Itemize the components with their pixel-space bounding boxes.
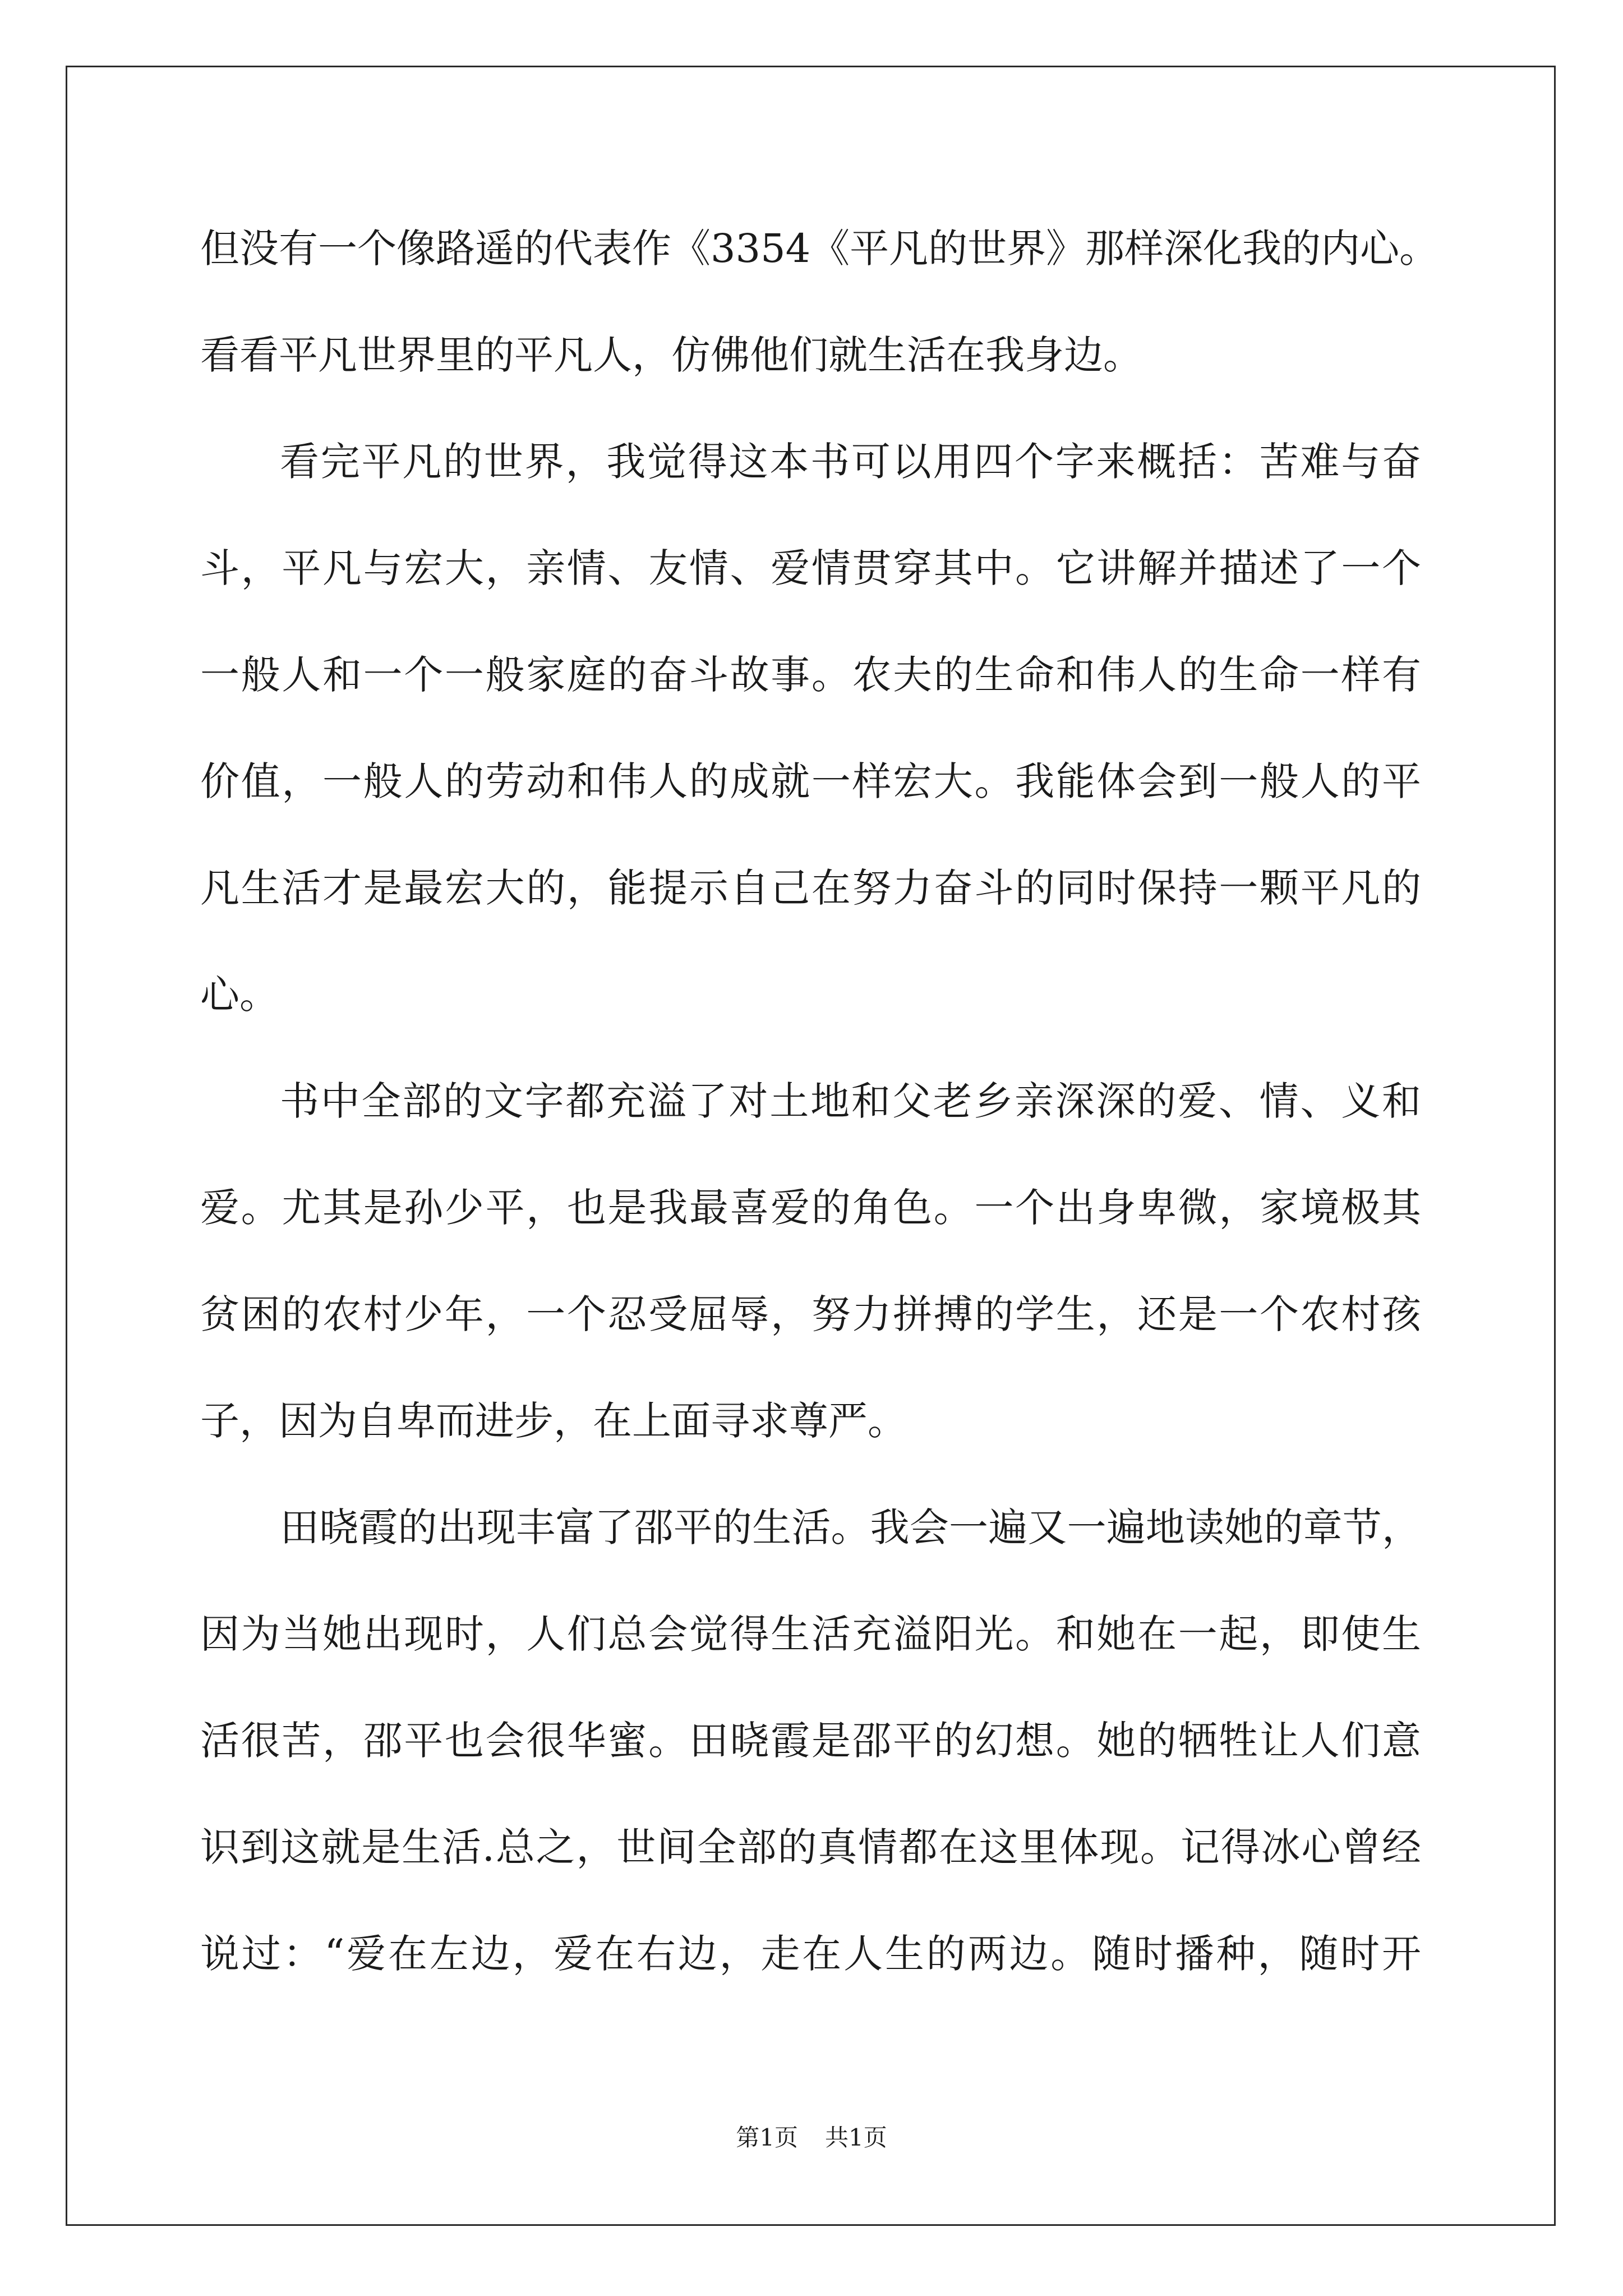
page-total: 共1页 [825, 2124, 887, 2151]
text-line: 说过：“爱在左边，爱在右边，走在人生的两边。随时播种，随时开 [200, 1931, 1421, 1977]
text-line: 价值，一般人的劳动和伟人的成就一样宏大。我能体会到一般人的平 [200, 758, 1421, 804]
document-body [200, 195, 1439, 2007]
text-line: 爱。尤其是孙少平，也是我最喜爱的角色。一个出身卑微，家境极其 [200, 1185, 1421, 1231]
text-line: 斗，平凡与宏大，亲情、友情、爱情贯穿其中。它讲解并描述了一个 [200, 545, 1421, 591]
text-line: 书中全部的文字都充溢了对土地和父老乡亲深深的爱、情、义和 [280, 1078, 1421, 1124]
text-line: 贫困的农村少年，一个忍受屈辱，努力拼搏的学生，还是一个农村孩 [200, 1291, 1421, 1337]
text-line: 看看平凡世界里的平凡人，仿佛他们就生活在我身边。 [200, 332, 1142, 378]
page-footer [587, 2121, 1036, 2155]
page-number: 第1页 [736, 2124, 798, 2151]
text-line: 因为当她出现时，人们总会觉得生活充溢阳光。和她在一起，即使生 [200, 1611, 1421, 1657]
text-line: 但没有一个像路遥的代表作《3354《平凡的世界》那样深化我的内心。 [200, 226, 1439, 272]
text-line: 识到这就是生活.总之，世间全部的真情都在这里体现。记得冰心曾经 [200, 1824, 1421, 1870]
text-line: 凡生活才是最宏大的，能提示自己在努力奋斗的同时保持一颗平凡的 [200, 865, 1421, 911]
text-line: 看完平凡的世界，我觉得这本书可以用四个字来概括：苦难与奋 [280, 439, 1421, 485]
paragraph [200, 408, 1421, 1048]
text-line: 心。 [200, 972, 279, 1018]
text-line: 子，因为自卑而进步，在上面寻求尊严。 [200, 1398, 907, 1444]
text-line: 一般人和一个一般家庭的奋斗故事。农夫的生命和伟人的生命一样有 [200, 652, 1421, 698]
text-line: 活很苦，邵平也会很华蜜。田晓霞是邵平的幻想。她的牺牲让人们意 [200, 1718, 1421, 1764]
paragraph [200, 195, 1439, 408]
text-line: 田晓霞的出现丰富了邵平的生活。我会一遍又一遍地读她的章节， [280, 1504, 1421, 1550]
paragraph [200, 1474, 1421, 2007]
paragraph [200, 1048, 1421, 1474]
